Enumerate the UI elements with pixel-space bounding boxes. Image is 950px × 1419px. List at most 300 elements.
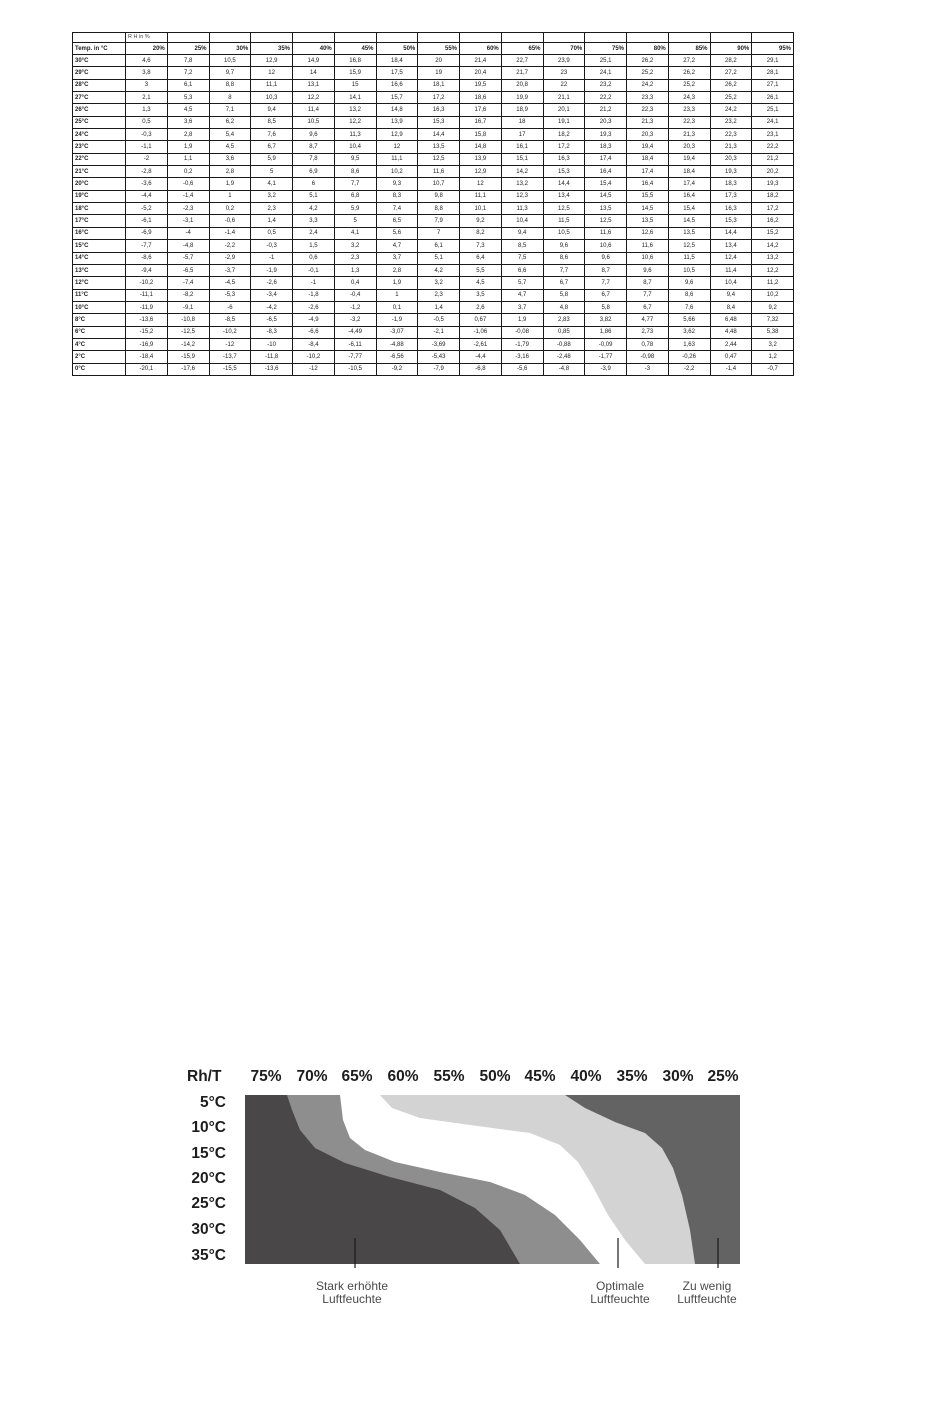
table-cell: 13,5 — [418, 141, 460, 153]
row-temp-label: 11°C — [73, 289, 126, 301]
table-cell: 8,5 — [251, 116, 293, 128]
table-cell: 15,3 — [418, 116, 460, 128]
table-cell: 21,2 — [585, 104, 627, 116]
table-cell: -13,7 — [209, 351, 251, 363]
table-cell: -3,4 — [251, 289, 293, 301]
table-cell: 8,8 — [418, 203, 460, 215]
table-cell: 20,3 — [585, 116, 627, 128]
table-cell: -2,1 — [418, 326, 460, 338]
table-cell: -7,77 — [334, 351, 376, 363]
table-cell: 13,5 — [668, 227, 710, 239]
table-cell: -13,6 — [126, 314, 168, 326]
table-cell: 7,1 — [209, 104, 251, 116]
table-row — [73, 141, 794, 153]
table-cell: 12,2 — [334, 116, 376, 128]
table-cell: -7,9 — [418, 363, 460, 375]
table-row — [73, 363, 794, 375]
row-temp-label: 19°C — [73, 190, 126, 202]
table-cell: 15,7 — [376, 92, 418, 104]
table-cell: 2,44 — [710, 338, 752, 350]
table-cell: 5,38 — [752, 326, 794, 338]
table-cell: -5,2 — [126, 203, 168, 215]
table-cell: 4,5 — [460, 277, 502, 289]
table-cell: 23,1 — [752, 129, 794, 141]
table-row — [73, 104, 794, 116]
rh-label-65: 65% — [341, 1068, 373, 1085]
table-cell: 4,1 — [334, 227, 376, 239]
table-row — [73, 129, 794, 141]
table-cell: 13,4 — [543, 190, 585, 202]
table-row — [73, 252, 794, 264]
table-cell: 1,4 — [251, 215, 293, 227]
table-cell: 19,5 — [460, 79, 502, 91]
table-cell: -1,8 — [293, 289, 335, 301]
table-cell: 10,5 — [209, 55, 251, 67]
table-cell: 13,9 — [460, 153, 502, 165]
table-cell: -6,5 — [167, 264, 209, 276]
table-cell: 4,6 — [126, 55, 168, 67]
column-header: 50% — [376, 43, 418, 55]
table-cell: 9,6 — [627, 264, 669, 276]
table-cell: 18,3 — [585, 141, 627, 153]
temp-label-20: 20°C — [191, 1170, 226, 1187]
table-cell: 17,4 — [668, 178, 710, 190]
table-cell: 6,2 — [209, 116, 251, 128]
table-cell: 1,2 — [752, 351, 794, 363]
table-cell: -6,11 — [334, 338, 376, 350]
empty-header-cell — [543, 33, 585, 43]
table-cell: 16,2 — [752, 215, 794, 227]
table-cell: -9,2 — [376, 363, 418, 375]
table-cell: -0,26 — [668, 351, 710, 363]
table-cell: -4,88 — [376, 338, 418, 350]
table-cell: -0,08 — [501, 326, 543, 338]
table-cell: 1,86 — [585, 326, 627, 338]
table-cell: 18,9 — [501, 104, 543, 116]
rh-header-row — [73, 33, 794, 43]
table-cell: -11,1 — [126, 289, 168, 301]
table-cell: -13,6 — [251, 363, 293, 375]
table-cell: 5,5 — [460, 264, 502, 276]
table-cell: 6,7 — [627, 301, 669, 313]
table-cell: 3,2 — [251, 190, 293, 202]
table-cell: 27,1 — [752, 79, 794, 91]
table-cell: -11,8 — [251, 351, 293, 363]
table-cell: 15 — [334, 79, 376, 91]
table-cell: 11,6 — [627, 240, 669, 252]
table-cell: 21,3 — [710, 141, 752, 153]
table-cell: 19,9 — [501, 92, 543, 104]
table-row — [73, 203, 794, 215]
table-cell: -9,1 — [167, 301, 209, 313]
table-cell: -8,4 — [293, 338, 335, 350]
table-cell: 1,63 — [668, 338, 710, 350]
table-cell: 25,2 — [627, 67, 669, 79]
table-row — [73, 301, 794, 313]
table-cell: 20 — [418, 55, 460, 67]
table-cell: 10,2 — [752, 289, 794, 301]
annotation-too-humid — [297, 1280, 407, 1306]
table-cell: 5 — [251, 166, 293, 178]
table-cell: -15,2 — [126, 326, 168, 338]
table-cell: 22 — [543, 79, 585, 91]
table-cell: -0,4 — [334, 289, 376, 301]
table-cell: 10,2 — [376, 166, 418, 178]
table-cell: 15,3 — [543, 166, 585, 178]
table-cell: 8 — [209, 92, 251, 104]
table-row — [73, 55, 794, 67]
table-cell: 25,2 — [710, 92, 752, 104]
table-cell: 10,4 — [710, 277, 752, 289]
column-header: 60% — [460, 43, 502, 55]
table-cell: -4,9 — [293, 314, 335, 326]
table-cell: 18,6 — [460, 92, 502, 104]
table-cell: 12 — [460, 178, 502, 190]
annotation-too-humid-line2: Luftfeuchte — [322, 1292, 382, 1306]
temp-axis-label: Temp. in °C — [73, 43, 126, 55]
table-cell: 23,3 — [627, 92, 669, 104]
table-cell: 19,3 — [752, 178, 794, 190]
temp-label-15: 15°C — [191, 1145, 226, 1162]
table-cell: -1,9 — [251, 264, 293, 276]
table-cell: 19,3 — [710, 166, 752, 178]
table-cell: 1 — [376, 289, 418, 301]
column-header: 70% — [543, 43, 585, 55]
rh-label-50: 50% — [479, 1068, 511, 1085]
table-cell: 1,9 — [209, 178, 251, 190]
table-cell: 25,1 — [752, 104, 794, 116]
table-cell: 7,32 — [752, 314, 794, 326]
table-cell: 11,5 — [668, 252, 710, 264]
table-cell: -4,49 — [334, 326, 376, 338]
table-row — [73, 240, 794, 252]
table-row — [73, 79, 794, 91]
rh-label-30: 30% — [662, 1068, 694, 1085]
table-cell: 14,9 — [293, 55, 335, 67]
table-cell: 7,7 — [585, 277, 627, 289]
table-row — [73, 92, 794, 104]
table-cell: 26,1 — [752, 92, 794, 104]
table-cell: 26,2 — [710, 79, 752, 91]
table-cell: -2,6 — [293, 301, 335, 313]
table-cell: 7,8 — [167, 55, 209, 67]
table-cell: 24,2 — [710, 104, 752, 116]
table-cell: 2,73 — [627, 326, 669, 338]
column-header: 45% — [334, 43, 376, 55]
table-cell: 11,3 — [334, 129, 376, 141]
table-cell: 8,5 — [501, 240, 543, 252]
table-cell: 21,4 — [460, 55, 502, 67]
table-cell: 5 — [334, 215, 376, 227]
table-cell: -3,6 — [126, 178, 168, 190]
table-cell: -3,16 — [501, 351, 543, 363]
table-cell: 20,3 — [710, 153, 752, 165]
table-cell: 11,2 — [752, 277, 794, 289]
table-cell: -1,4 — [167, 190, 209, 202]
column-header: 55% — [418, 43, 460, 55]
table-cell: 13,2 — [334, 104, 376, 116]
table-cell: 9,5 — [334, 153, 376, 165]
table-cell: 22,3 — [668, 116, 710, 128]
table-row — [73, 67, 794, 79]
table-cell: -0,5 — [418, 314, 460, 326]
table-cell: 0,67 — [460, 314, 502, 326]
table-cell: 9,6 — [293, 129, 335, 141]
table-cell: 19,3 — [585, 129, 627, 141]
table-cell: 26,2 — [668, 67, 710, 79]
table-cell: -1,1 — [126, 141, 168, 153]
row-temp-label: 27°C — [73, 92, 126, 104]
rh-label-25: 25% — [707, 1068, 739, 1085]
table-cell: 4,77 — [627, 314, 669, 326]
table-cell: 1,1 — [167, 153, 209, 165]
table-cell: -16,9 — [126, 338, 168, 350]
table-cell: 23,3 — [668, 104, 710, 116]
table-cell: 16,8 — [334, 55, 376, 67]
table-cell: 11,4 — [710, 264, 752, 276]
table-cell: 9,6 — [668, 277, 710, 289]
table-cell: 6 — [293, 178, 335, 190]
table-cell: -0,7 — [752, 363, 794, 375]
table-cell: 20,8 — [501, 79, 543, 91]
rh-label-35: 35% — [616, 1068, 648, 1085]
empty-header-cell — [627, 33, 669, 43]
table-cell: 8,7 — [627, 277, 669, 289]
column-header: 90% — [710, 43, 752, 55]
table-cell: 22,2 — [585, 92, 627, 104]
table-cell: 8,8 — [209, 79, 251, 91]
empty-header-cell — [668, 33, 710, 43]
table-cell: 3 — [126, 79, 168, 91]
empty-header-cell — [710, 33, 752, 43]
table-cell: 10,3 — [251, 92, 293, 104]
table-cell: 16,3 — [543, 153, 585, 165]
table-cell: 19 — [418, 67, 460, 79]
table-cell: -5,7 — [167, 252, 209, 264]
dew-point-table — [72, 32, 794, 376]
table-cell: 15,4 — [668, 203, 710, 215]
table-cell: -0,88 — [543, 338, 585, 350]
column-header: 95% — [752, 43, 794, 55]
table-cell: 14,4 — [710, 227, 752, 239]
row-temp-label: 30°C — [73, 55, 126, 67]
table-cell: 7,6 — [668, 301, 710, 313]
table-cell: -1,9 — [376, 314, 418, 326]
table-cell: 21,3 — [627, 116, 669, 128]
table-cell: 12,5 — [585, 215, 627, 227]
table-row — [73, 264, 794, 276]
row-temp-label: 25°C — [73, 116, 126, 128]
table-cell: 18,4 — [627, 153, 669, 165]
table-cell: 10,6 — [627, 252, 669, 264]
table-cell: 21,2 — [752, 153, 794, 165]
table-cell: 17,3 — [710, 190, 752, 202]
table-cell: -1,06 — [460, 326, 502, 338]
column-header: 85% — [668, 43, 710, 55]
table-cell: 20,4 — [460, 67, 502, 79]
table-cell: 6,7 — [585, 289, 627, 301]
row-temp-label: 18°C — [73, 203, 126, 215]
table-cell: 9,4 — [501, 227, 543, 239]
table-cell: 23,2 — [710, 116, 752, 128]
table-cell: 5,3 — [167, 92, 209, 104]
table-cell: 3,6 — [167, 116, 209, 128]
table-cell: 8,7 — [293, 141, 335, 153]
table-cell: 0,5 — [126, 116, 168, 128]
empty-header-cell — [334, 33, 376, 43]
table-cell: -2,61 — [460, 338, 502, 350]
table-cell: 4,48 — [710, 326, 752, 338]
table-cell: -8,2 — [167, 289, 209, 301]
table-cell: -2 — [126, 153, 168, 165]
table-cell: 24,2 — [627, 79, 669, 91]
table-cell: 1,9 — [167, 141, 209, 153]
table-cell: 12,5 — [668, 240, 710, 252]
table-cell: -5,3 — [209, 289, 251, 301]
row-temp-label: 13°C — [73, 264, 126, 276]
table-cell: 3,3 — [293, 215, 335, 227]
table-cell: -12,5 — [167, 326, 209, 338]
table-cell: 21,1 — [543, 92, 585, 104]
humidity-zone-chart — [245, 1095, 740, 1270]
table-cell: 15,2 — [752, 227, 794, 239]
table-cell: -4,4 — [126, 190, 168, 202]
table-row — [73, 289, 794, 301]
table-cell: -5,6 — [501, 363, 543, 375]
table-cell: 24,3 — [668, 92, 710, 104]
table-cell: 12,4 — [710, 252, 752, 264]
table-cell: 22,3 — [627, 104, 669, 116]
row-temp-label: 8°C — [73, 314, 126, 326]
table-cell: -6,5 — [251, 314, 293, 326]
table-cell: 7,7 — [334, 178, 376, 190]
table-cell: 4,2 — [418, 264, 460, 276]
table-cell: -0,6 — [167, 178, 209, 190]
table-cell: 2,8 — [376, 264, 418, 276]
table-cell: 6,7 — [251, 141, 293, 153]
table-cell: 16,3 — [710, 203, 752, 215]
table-cell: 3,2 — [334, 240, 376, 252]
row-temp-label: 10°C — [73, 301, 126, 313]
table-cell: 7,2 — [167, 67, 209, 79]
table-cell: -3,1 — [167, 215, 209, 227]
rh-label-55: 55% — [433, 1068, 465, 1085]
table-cell: 16,4 — [668, 190, 710, 202]
table-cell: -1,77 — [585, 351, 627, 363]
table-cell: 3,2 — [752, 338, 794, 350]
table-cell: 1,3 — [126, 104, 168, 116]
table-cell: -3,7 — [209, 264, 251, 276]
table-cell: -0,6 — [209, 215, 251, 227]
table-cell: 15,8 — [460, 129, 502, 141]
table-cell: 20,3 — [627, 129, 669, 141]
table-cell: -4,5 — [209, 277, 251, 289]
table-cell: 19,1 — [543, 116, 585, 128]
table-cell: 11,1 — [376, 153, 418, 165]
row-temp-label: 6°C — [73, 326, 126, 338]
table-cell: 5,8 — [585, 301, 627, 313]
table-cell: -7,4 — [167, 277, 209, 289]
table-cell: 24,1 — [752, 116, 794, 128]
table-cell: 9,6 — [585, 252, 627, 264]
table-cell: -15,5 — [209, 363, 251, 375]
table-cell: -7,7 — [126, 240, 168, 252]
row-temp-label: 29°C — [73, 67, 126, 79]
table-cell: 5,1 — [418, 252, 460, 264]
temp-label-5: 5°C — [199, 1094, 226, 1111]
table-cell: 17,2 — [752, 203, 794, 215]
empty-header-cell — [376, 33, 418, 43]
table-cell: 3,6 — [209, 153, 251, 165]
table-cell: 6,1 — [418, 240, 460, 252]
table-cell: 16,4 — [585, 166, 627, 178]
table-cell: 7,4 — [376, 203, 418, 215]
table-row — [73, 338, 794, 350]
table-cell: 4,5 — [167, 104, 209, 116]
rh-label-70: 70% — [296, 1068, 328, 1085]
table-cell: 15,3 — [710, 215, 752, 227]
table-cell: 18,2 — [752, 190, 794, 202]
temp-label-10: 10°C — [191, 1119, 226, 1136]
table-cell: 12,9 — [251, 55, 293, 67]
table-cell: -6,9 — [126, 227, 168, 239]
empty-header-cell — [501, 33, 543, 43]
table-cell: 11,6 — [418, 166, 460, 178]
table-cell: 0,1 — [376, 301, 418, 313]
table-cell: 18,2 — [543, 129, 585, 141]
table-cell: -12 — [209, 338, 251, 350]
table-cell: 3,7 — [376, 252, 418, 264]
table-cell: 17,4 — [585, 153, 627, 165]
table-cell: 6,4 — [460, 252, 502, 264]
table-cell: 14,5 — [668, 215, 710, 227]
table-cell: 5,9 — [334, 203, 376, 215]
table-cell: 12 — [251, 67, 293, 79]
table-cell: 21,3 — [668, 129, 710, 141]
rh-label-60: 60% — [387, 1068, 419, 1085]
table-cell: 0,6 — [293, 252, 335, 264]
table-cell: 17 — [501, 129, 543, 141]
table-row — [73, 178, 794, 190]
table-cell: 9,7 — [209, 67, 251, 79]
table-cell: 12,5 — [543, 203, 585, 215]
table-cell: 8,6 — [543, 252, 585, 264]
table-cell: -2,6 — [251, 277, 293, 289]
table-cell: 5,4 — [209, 129, 251, 141]
table-cell: 9,2 — [752, 301, 794, 313]
table-cell: 10,1 — [460, 203, 502, 215]
table-cell: -6 — [209, 301, 251, 313]
table-cell: 13,2 — [752, 252, 794, 264]
table-cell: 12,2 — [293, 92, 335, 104]
row-temp-label: 12°C — [73, 277, 126, 289]
table-cell: -2,2 — [668, 363, 710, 375]
table-cell: 0,47 — [710, 351, 752, 363]
temp-label-35: 35°C — [191, 1247, 226, 1264]
table-cell: 13,9 — [376, 116, 418, 128]
table-cell: 5,6 — [376, 227, 418, 239]
temp-label-25: 25°C — [191, 1195, 226, 1212]
table-cell: -10,8 — [167, 314, 209, 326]
table-cell: 4,2 — [293, 203, 335, 215]
table-cell: -20,1 — [126, 363, 168, 375]
table-cell: 6,5 — [376, 215, 418, 227]
table-cell: 10,5 — [668, 264, 710, 276]
table-row — [73, 215, 794, 227]
table-cell: 13,5 — [627, 215, 669, 227]
table-cell: -0,09 — [585, 338, 627, 350]
table-cell: 16,7 — [460, 116, 502, 128]
